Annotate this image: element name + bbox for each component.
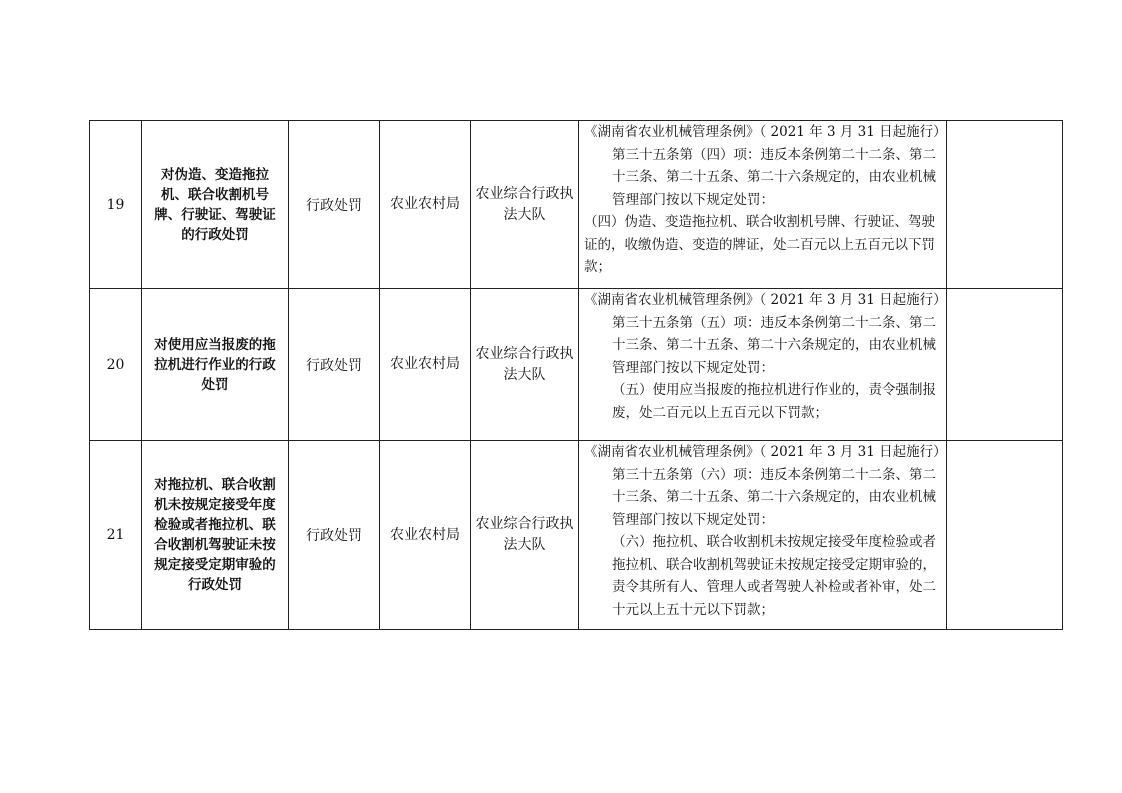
item-type: 行政处罚 [289, 289, 380, 441]
item-name: 对伪造、变造拖拉机、联合收割机号牌、行驶证、驾驶证的行政处罚 [142, 121, 289, 289]
item-type: 行政处罚 [289, 441, 380, 630]
table-row [90, 121, 1063, 289]
basis-source: 《湖南省农业机械管理条例》（ 2021 年 3 月 31 日起施行） [584, 292, 947, 308]
item-name: 对使用应当报废的拖拉机进行作业的行政处罚 [142, 289, 289, 441]
table-row [90, 441, 1063, 630]
legal-basis [579, 289, 947, 441]
responsible-department: 农业农村局 [380, 441, 471, 630]
item-name: 对拖拉机、联合收割机未按规定接受年度检验或者拖拉机、联合收割机驾驶证未按规定接受定期审验的行政处罚 [142, 441, 289, 630]
basis-source: 《湖南省农业机械管理条例》（ 2021 年 3 月 31 日起施行） [584, 124, 947, 140]
row-number: 21 [90, 441, 142, 630]
enforcement-unit: 农业综合行政执法大队 [471, 121, 579, 289]
basis-clause: （四）伪造、变造拖拉机、联合收割机号牌、行驶证、驾驶证的，收缴伪造、变造的牌证，处二百元以上五百元以下罚款； [584, 214, 935, 275]
basis-article: 第三十五条第（四）项：违反本条例第二十二条、第二十三条、第二十五条、第二十六条规定的，由农业机械管理部门按以下规定处罚： [612, 146, 936, 208]
penalty-items-table [89, 120, 1063, 630]
basis-clause: （六）拖拉机、联合收割机未按规定接受年度检验或者拖拉机、联合收割机驾驶证未按规定接受定期审验的，责令其所有人、管理人或者驾驶人补检或者补审，处二十元以上五十元以下罚款； [612, 534, 936, 618]
basis-article: 第三十五条第（六）项：违反本条例第二十二条、第二十三条、第二十五条、第二十六条规定的，由农业机械管理部门按以下规定处罚： [612, 466, 936, 528]
table-row [90, 289, 1063, 441]
row-number: 20 [90, 289, 142, 441]
item-type: 行政处罚 [289, 121, 380, 289]
responsible-department: 农业农村局 [380, 121, 471, 289]
legal-basis [579, 441, 947, 630]
enforcement-unit: 农业综合行政执法大队 [471, 441, 579, 630]
remarks-cell [947, 441, 1063, 630]
basis-clause: （五）使用应当报废的拖拉机进行作业的，责令强制报废，处二百元以上五百元以下罚款； [612, 382, 936, 421]
basis-article: 第三十五条第（五）项：违反本条例第二十二条、第二十三条、第二十五条、第二十六条规定的，由农业机械管理部门按以下规定处罚： [612, 314, 936, 376]
row-number: 19 [90, 121, 142, 289]
enforcement-unit: 农业综合行政执法大队 [471, 289, 579, 441]
responsible-department: 农业农村局 [380, 289, 471, 441]
legal-basis [579, 121, 947, 289]
basis-source: 《湖南省农业机械管理条例》（ 2021 年 3 月 31 日起施行） [584, 444, 947, 460]
remarks-cell [947, 121, 1063, 289]
remarks-cell [947, 289, 1063, 441]
